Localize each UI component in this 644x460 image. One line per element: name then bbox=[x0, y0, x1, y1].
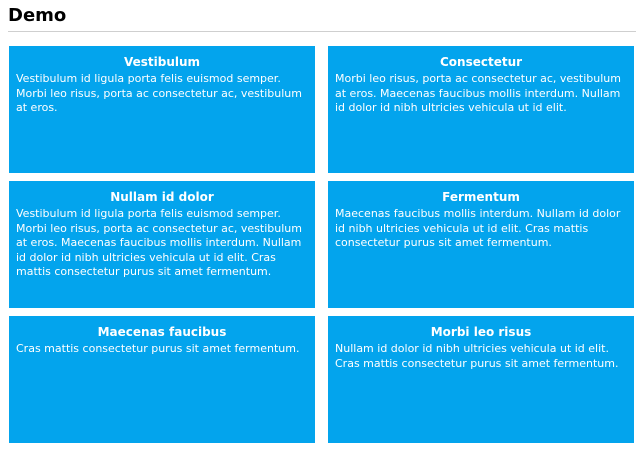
card-title: Vestibulum bbox=[123, 55, 201, 69]
card-title: Morbi leo risus bbox=[430, 325, 532, 339]
card-body: Vestibulum id ligula porta felis euismod semper. Morbi leo risus, porta ac consectetur ac, vestibulum at eros. bbox=[16, 72, 302, 114]
card-vestibulum bbox=[9, 46, 315, 173]
card-body: Morbi leo risus, porta ac consectetur ac, vestibulum at eros. Maecenas faucibus mollis interdum. Nullam id dolor id nibh ultricies vehicula ut id elit. bbox=[335, 72, 621, 114]
card-title: Fermentum bbox=[442, 190, 520, 204]
card-maecenas-faucibus bbox=[9, 316, 315, 443]
page-title: Demo bbox=[8, 5, 67, 26]
card-nullam-id-dolor bbox=[9, 181, 315, 308]
card-fermentum bbox=[328, 181, 634, 308]
card-body: Maecenas faucibus mollis interdum. Nullam id dolor id nibh ultricies vehicula ut id elit. Cras mattis consectetur purus sit amet fermentum. bbox=[335, 207, 621, 249]
header-divider bbox=[8, 31, 636, 32]
card-morbi-leo-risus bbox=[328, 316, 634, 443]
card-body: Vestibulum id ligula porta felis euismod semper. Morbi leo risus, porta ac consectetur ac, vestibulum at eros. Maecenas faucibus mollis interdum. Nullam id dolor id nibh ultricies vehicula ut id elit. Cras mattis consectetur purus sit amet fermentum. bbox=[16, 207, 302, 278]
card-title: Maecenas faucibus bbox=[97, 325, 227, 339]
card-grid bbox=[9, 46, 636, 443]
card-body: Nullam id dolor id nibh ultricies vehicula ut id elit. Cras mattis consectetur purus sit amet fermentum. bbox=[335, 342, 619, 370]
card-title: Consectetur bbox=[439, 55, 523, 69]
card-title: Nullam id dolor bbox=[110, 190, 214, 204]
card-consectetur bbox=[328, 46, 634, 173]
card-body: Cras mattis consectetur purus sit amet fermentum. bbox=[16, 342, 300, 355]
